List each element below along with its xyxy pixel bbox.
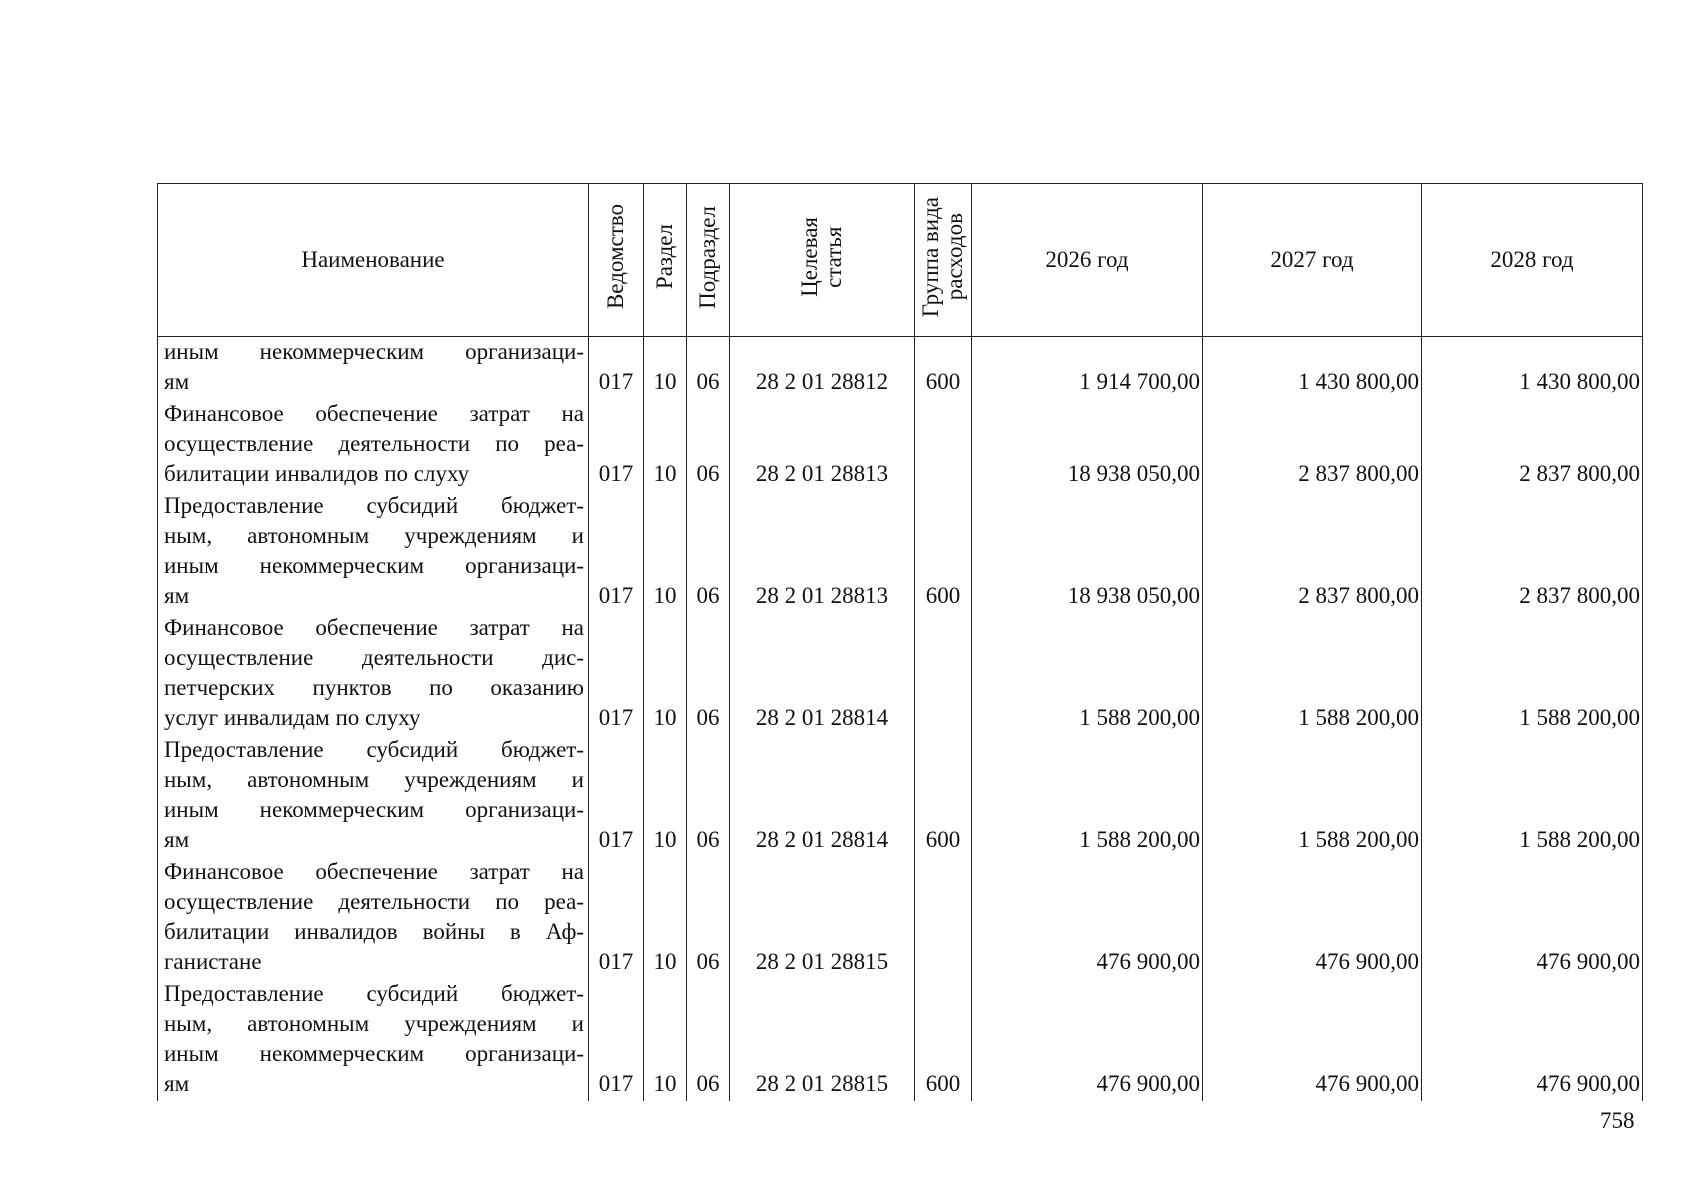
row-name-line: Предоставление субсидий бюджет- <box>164 981 584 1006</box>
row-name-line: осуществление деятельности дис- <box>164 645 584 670</box>
row-vedomstvo: 017 <box>589 399 644 491</box>
row-vedomstvo: 017 <box>589 613 644 735</box>
row-razdel: 10 <box>644 979 687 1101</box>
row-name <box>158 735 589 857</box>
row-celevaya-statya: 28 2 01 28813 <box>730 399 915 491</box>
row-amount-2028: 2 837 800,00 <box>1422 491 1643 613</box>
row-name-line: иным некоммерческим организаци- <box>164 339 584 364</box>
table-body <box>158 337 1643 1102</box>
row-name-line: иным некоммерческим организаци- <box>164 1041 584 1066</box>
header-2026: 2026 год <box>972 184 1203 337</box>
row-gruppa <box>915 857 972 979</box>
row-amount-2028: 1 588 200,00 <box>1422 613 1643 735</box>
row-razdel: 10 <box>644 857 687 979</box>
row-razdel: 10 <box>644 337 687 400</box>
row-amount-2027: 1 430 800,00 <box>1203 337 1422 400</box>
row-amount-2028: 1 430 800,00 <box>1422 337 1643 400</box>
row-vedomstvo: 017 <box>589 337 644 400</box>
row-amount-2027: 2 837 800,00 <box>1203 399 1422 491</box>
row-podrazdel: 06 <box>687 337 730 400</box>
row-name <box>158 399 589 491</box>
header-podrazdel: Подраздел <box>687 184 730 337</box>
row-gruppa <box>915 399 972 491</box>
row-gruppa: 600 <box>915 337 972 400</box>
row-podrazdel: 06 <box>687 399 730 491</box>
row-amount-2027: 1 588 200,00 <box>1203 735 1422 857</box>
row-vedomstvo: 017 <box>589 979 644 1101</box>
row-podrazdel: 06 <box>687 735 730 857</box>
row-amount-2026: 18 938 050,00 <box>972 399 1203 491</box>
page-number: 758 <box>1600 1108 1635 1133</box>
row-vedomstvo: 017 <box>589 491 644 613</box>
row-name <box>158 857 589 979</box>
row-name-line: ным, автономным учреждениям и <box>164 523 584 548</box>
row-razdel: 10 <box>644 613 687 735</box>
table-row <box>158 399 1643 491</box>
row-name-line: Предоставление субсидий бюджет- <box>164 737 584 762</box>
row-name-line: иным некоммерческим организаци- <box>164 553 584 578</box>
row-name-line: ганистане <box>164 949 262 974</box>
row-amount-2027: 476 900,00 <box>1203 857 1422 979</box>
row-amount-2028: 476 900,00 <box>1422 857 1643 979</box>
table-header <box>158 184 1643 337</box>
row-amount-2026: 1 588 200,00 <box>972 735 1203 857</box>
row-podrazdel: 06 <box>687 613 730 735</box>
row-amount-2027: 1 588 200,00 <box>1203 613 1422 735</box>
row-gruppa: 600 <box>915 979 972 1101</box>
row-name-line: ям <box>164 369 190 394</box>
row-podrazdel: 06 <box>687 979 730 1101</box>
row-name-line: Финансовое обеспечение затрат на <box>164 859 584 884</box>
row-name-line: услуг инвалидам по слуху <box>164 705 421 730</box>
row-amount-2026: 1 914 700,00 <box>972 337 1203 400</box>
header-vedomstvo: Ведомство <box>589 184 644 337</box>
row-gruppa: 600 <box>915 735 972 857</box>
row-podrazdel: 06 <box>687 857 730 979</box>
row-amount-2028: 2 837 800,00 <box>1422 399 1643 491</box>
header-celevaya-statya: Целевая статья <box>730 184 915 337</box>
table-row <box>158 979 1643 1101</box>
row-name <box>158 613 589 735</box>
table-row <box>158 613 1643 735</box>
row-name-line: Финансовое обеспечение затрат на <box>164 615 584 640</box>
row-name-line: иным некоммерческим организаци- <box>164 797 584 822</box>
row-name-line: осуществление деятельности по реа- <box>164 889 584 914</box>
row-name-line: осуществление деятельности по реа- <box>164 431 584 456</box>
row-name-line: Финансовое обеспечение затрат на <box>164 401 584 426</box>
row-razdel: 10 <box>644 399 687 491</box>
row-amount-2027: 476 900,00 <box>1203 979 1422 1101</box>
budget-table <box>157 183 1643 1101</box>
row-name-line: билитации инвалидов войны в Аф- <box>164 919 584 944</box>
row-amount-2026: 476 900,00 <box>972 857 1203 979</box>
row-celevaya-statya: 28 2 01 28814 <box>730 735 915 857</box>
row-amount-2026: 476 900,00 <box>972 979 1203 1101</box>
table-row <box>158 857 1643 979</box>
row-gruppa: 600 <box>915 491 972 613</box>
header-2027: 2027 год <box>1203 184 1422 337</box>
row-amount-2028: 1 588 200,00 <box>1422 735 1643 857</box>
table-row <box>158 735 1643 857</box>
row-celevaya-statya: 28 2 01 28813 <box>730 491 915 613</box>
table-row <box>158 491 1643 613</box>
header-razdel: Раздел <box>644 184 687 337</box>
row-amount-2026: 18 938 050,00 <box>972 491 1203 613</box>
row-celevaya-statya: 28 2 01 28815 <box>730 857 915 979</box>
row-amount-2027: 2 837 800,00 <box>1203 491 1422 613</box>
row-name-line: ям <box>164 583 190 608</box>
row-name-line: билитации инвалидов по слуху <box>164 461 470 486</box>
row-name <box>158 979 589 1101</box>
row-name <box>158 491 589 613</box>
row-celevaya-statya: 28 2 01 28814 <box>730 613 915 735</box>
row-name-line: ным, автономным учреждениям и <box>164 1011 584 1036</box>
row-gruppa <box>915 613 972 735</box>
header-gruppa-vida-rashodov: Группа вида расходов <box>915 184 972 337</box>
header-name: Наименование <box>158 184 589 337</box>
row-podrazdel: 06 <box>687 491 730 613</box>
row-razdel: 10 <box>644 491 687 613</box>
row-amount-2026: 1 588 200,00 <box>972 613 1203 735</box>
table-row <box>158 337 1643 400</box>
row-vedomstvo: 017 <box>589 735 644 857</box>
row-amount-2028: 476 900,00 <box>1422 979 1643 1101</box>
row-name-line: петчерских пунктов по оказанию <box>164 675 584 700</box>
row-vedomstvo: 017 <box>589 857 644 979</box>
row-name-line: ям <box>164 1071 190 1096</box>
row-name <box>158 337 589 400</box>
header-2028: 2028 год <box>1422 184 1643 337</box>
row-celevaya-statya: 28 2 01 28812 <box>730 337 915 400</box>
row-name-line: Предоставление субсидий бюджет- <box>164 493 584 518</box>
row-name-line: ным, автономным учреждениям и <box>164 767 584 792</box>
row-name-line: ям <box>164 827 190 852</box>
row-razdel: 10 <box>644 735 687 857</box>
row-celevaya-statya: 28 2 01 28815 <box>730 979 915 1101</box>
